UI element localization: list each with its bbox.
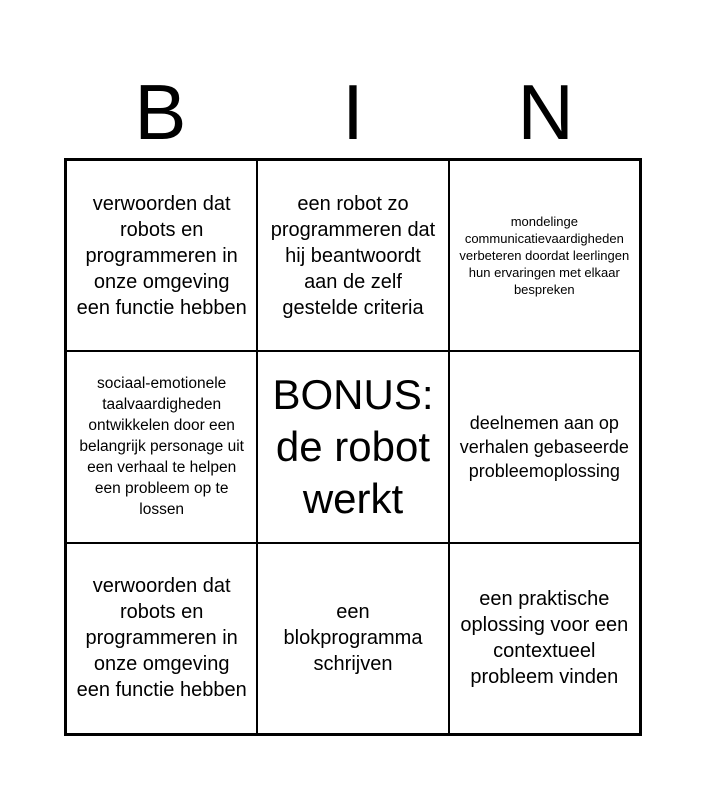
bingo-header: [64, 66, 642, 158]
bingo-cell-r3c2[interactable]: een blokprogramma schrijven: [257, 543, 448, 734]
header-letter-b: B: [134, 68, 187, 156]
bingo-cell-r1c2[interactable]: een robot zo programmeren dat hij beantwoordt aan de zelf gestelde criteria: [257, 160, 448, 351]
bingo-cell-r3c3[interactable]: een praktische oplossing voor een contextueel probleem vinden: [449, 543, 640, 734]
bingo-cell-r2c3[interactable]: deelnemen aan op verhalen gebaseerde probleemoplossing: [449, 351, 640, 542]
bingo-board: [64, 158, 642, 736]
bingo-cell-r3c1[interactable]: verwoorden dat robots en programmeren in onze omgeving een functie hebben: [66, 543, 257, 734]
bingo-cell-r1c1[interactable]: verwoorden dat robots en programmeren in onze omgeving een functie hebben: [66, 160, 257, 351]
bingo-cell-bonus[interactable]: BONUS: de robot werkt: [257, 351, 448, 542]
bingo-cell-r2c1[interactable]: sociaal-emotionele taalvaardigheden ontwikkelen door een belangrijk personage uit een verhaal te helpen een probleem op te lossen: [66, 351, 257, 542]
header-letter-i: I: [342, 68, 364, 156]
bingo-cell-r1c3[interactable]: mondelinge communicatievaardigheden verbeteren doordat leerlingen hun ervaringen met elkaar bespreken: [449, 160, 640, 351]
header-letter-n: N: [517, 68, 574, 156]
